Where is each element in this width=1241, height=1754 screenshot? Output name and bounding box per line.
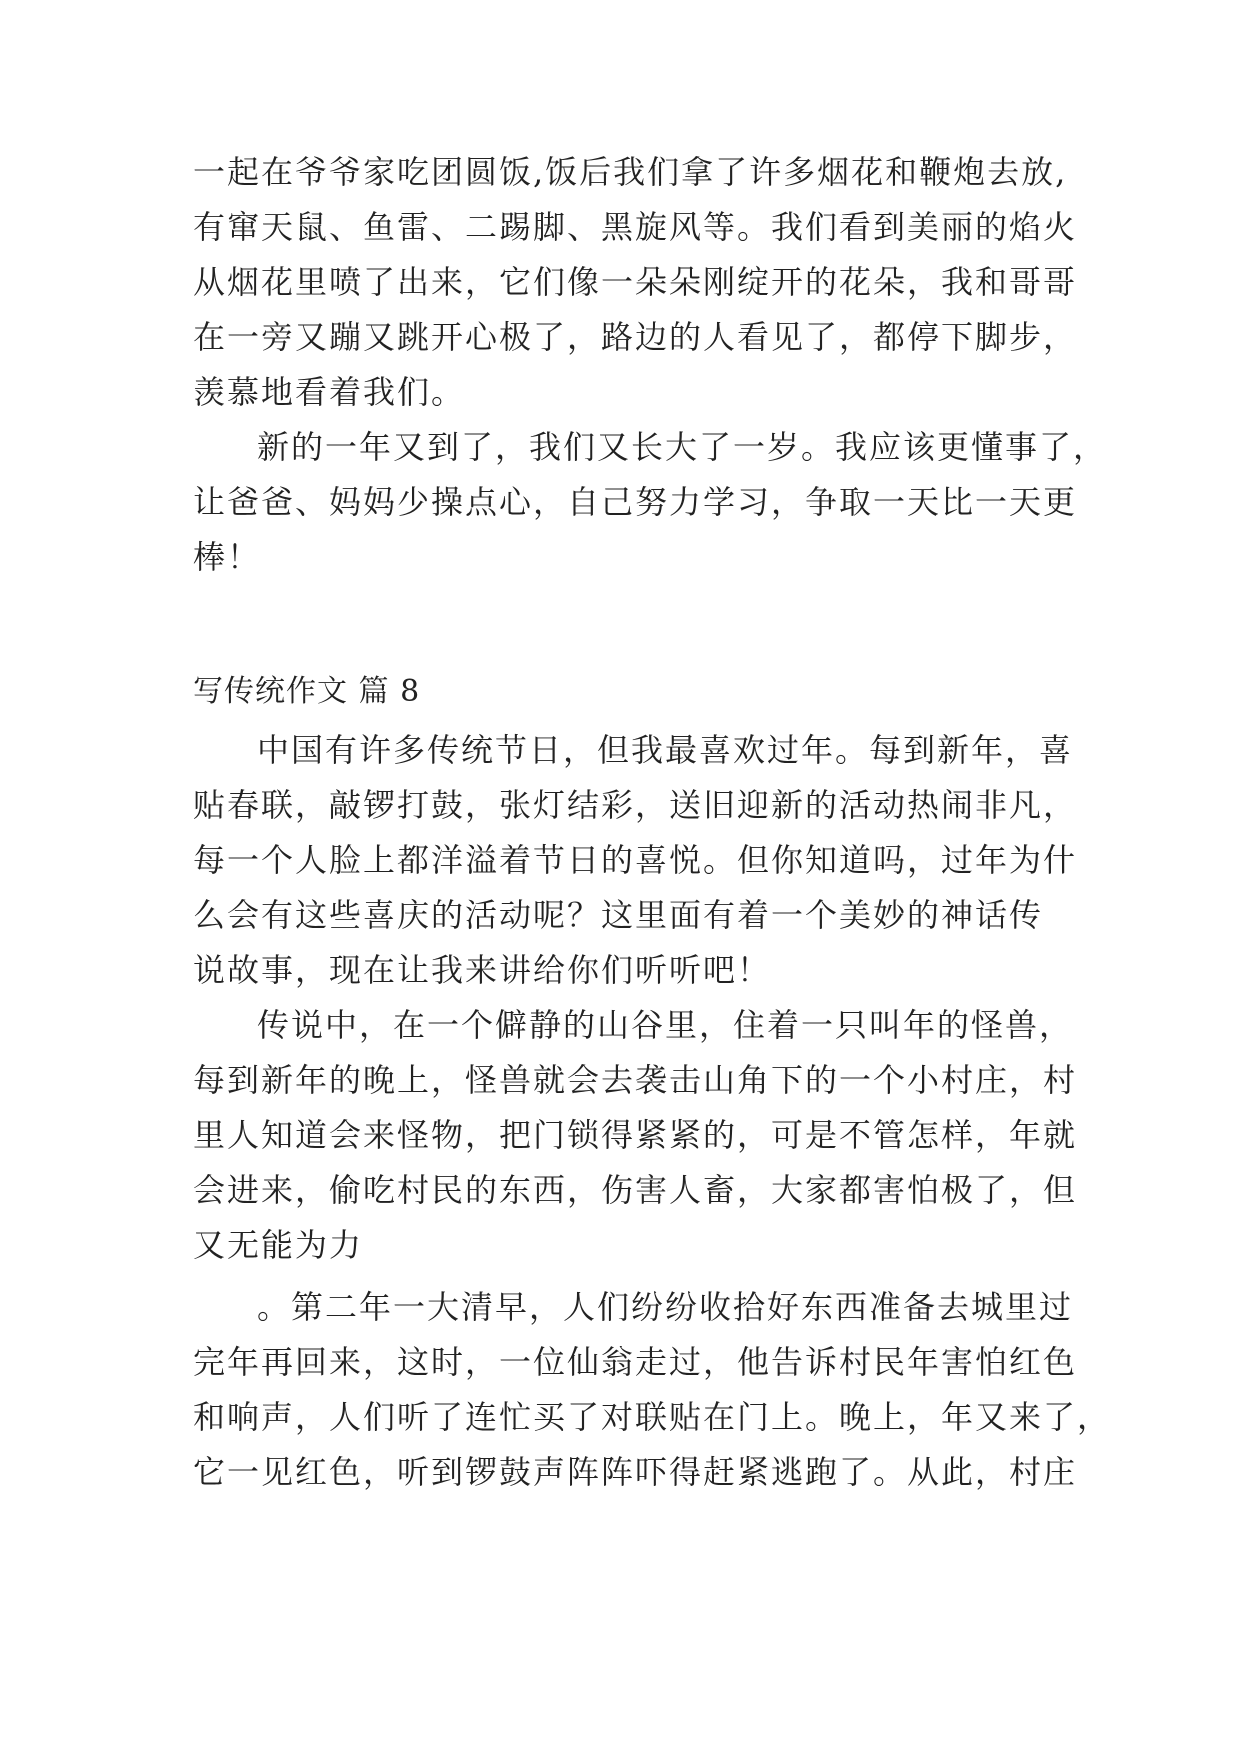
paragraph-line: 么会有这些喜庆的活动呢？这里面有着一个美妙的神话传 bbox=[193, 896, 1044, 934]
section-title: 写传统作文 篇 8 bbox=[193, 674, 421, 709]
paragraph-line: 有窜天鼠、鱼雷、二踢脚、黑旋风等。我们看到美丽的焰火 bbox=[193, 208, 1078, 246]
paragraph-line: 一起在爷爷家吃团圆饭,饭后我们拿了许多烟花和鞭炮去放, bbox=[193, 153, 1068, 191]
paragraph-line: 羡慕地看着我们。 bbox=[193, 373, 466, 411]
paragraph-line: 从烟花里喷了出来，它们像一朵朵刚绽开的花朵，我和哥哥 bbox=[193, 263, 1078, 301]
paragraph-line: 又无能为力 bbox=[193, 1226, 364, 1264]
paragraph-line: 里人知道会来怪物，把门锁得紧紧的，可是不管怎样，年就 bbox=[193, 1116, 1078, 1154]
paragraph-line: 在一旁又蹦又跳开心极了，路边的人看见了，都停下脚步， bbox=[193, 318, 1078, 356]
paragraph-line: 贴春联，敲锣打鼓，张灯结彩，送旧迎新的活动热闹非凡， bbox=[193, 786, 1078, 824]
paragraph-line: 新的一年又到了，我们又长大了一岁。我应该更懂事了， bbox=[257, 428, 1108, 466]
paragraph-line: 每到新年的晚上，怪兽就会去袭击山角下的一个小村庄，村 bbox=[193, 1061, 1078, 1099]
paragraph-line: 棒！ bbox=[193, 538, 262, 576]
paragraph-line: 它一见红色，听到锣鼓声阵阵吓得赶紧逃跑了。从此，村庄 bbox=[193, 1453, 1078, 1491]
paragraph-line: 说故事，现在让我来讲给你们听听吧！ bbox=[193, 951, 772, 989]
paragraph-line: 完年再回来，这时，一位仙翁走过，他告诉村民年害怕红色 bbox=[193, 1343, 1078, 1381]
paragraph-line: 。第二年一大清早，人们纷纷收拾好东西准备去城里过 bbox=[257, 1288, 1074, 1326]
paragraph-line: 让爸爸、妈妈少操点心，自己努力学习，争取一天比一天更 bbox=[193, 483, 1078, 521]
paragraph-line: 和响声，人们听了连忙买了对联贴在门上。晚上，年又来了， bbox=[193, 1398, 1112, 1436]
paragraph-line: 每一个人脸上都洋溢着节日的喜悦。但你知道吗，过年为什 bbox=[193, 841, 1078, 879]
paragraph-line: 传说中，在一个僻静的山谷里，住着一只叫年的怪兽， bbox=[257, 1006, 1074, 1044]
paragraph-line: 中国有许多传统节日，但我最喜欢过年。每到新年，喜 bbox=[257, 731, 1074, 769]
paragraph-line: 会进来，偷吃村民的东西，伤害人畜，大家都害怕极了，但 bbox=[193, 1171, 1078, 1209]
